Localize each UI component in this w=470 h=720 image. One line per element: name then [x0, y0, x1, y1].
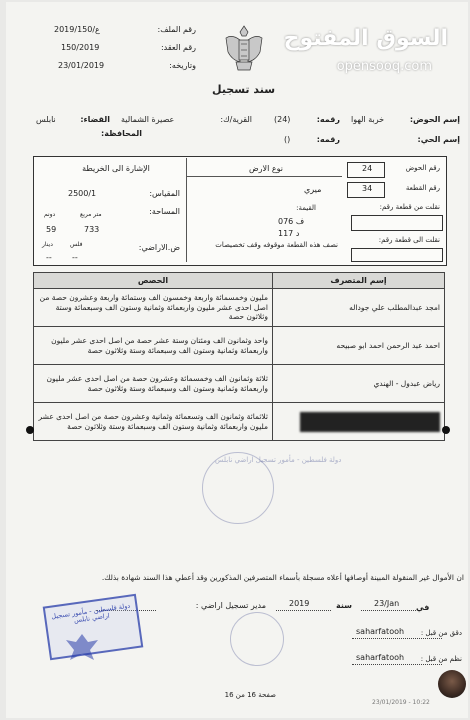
area-unit-d: دونم [44, 211, 56, 218]
col-name-header: إسم المتصرف [273, 273, 445, 289]
prepared-by-line [352, 664, 442, 665]
file-no-value: 2019/ع/150 [54, 25, 100, 34]
land-type-label: نوع الارض [249, 164, 283, 173]
owner-name-redacted [273, 403, 445, 441]
owner-name: احمد عبد الرحمن احمد ابو صبيحه [273, 327, 445, 365]
scale-label: المقياس: [149, 189, 180, 198]
area-meter-value: 733 [84, 225, 100, 234]
district-value: نابلس [36, 115, 56, 124]
owners-table [33, 272, 445, 441]
punch-hole-icon [26, 426, 34, 434]
basin-name-label: إسم الحوض: [409, 115, 460, 124]
year-value: 2019 [289, 599, 310, 608]
endowment-note: نصف هذه القطعة موقوفه وقف تخصيصات [215, 241, 338, 249]
tax-unit-dinar: دينار [42, 241, 53, 248]
quarter-no-label: رقمه: [316, 135, 340, 144]
owner-shares: واحد وثمانون الف ومئتان وستة عشر حصة من اصل احدى عشر مليون واربعمائة وثمانية وستون الف وسبعمائة وستة وثلاثون حصة [34, 327, 273, 365]
registrar-label: مدير تسجيل اراضي : [195, 601, 266, 610]
checked-by-line [352, 638, 442, 639]
day-month-line [361, 610, 416, 611]
table-row [34, 365, 445, 403]
tax-unit-fils: فلس [70, 241, 83, 248]
basin-name-value: خربة الهوا [351, 115, 385, 124]
faint-seal-text: دولة فلسطين - مأمور تسجيل اراضي نابلس [215, 456, 342, 464]
registration-statement: ان الأموال غير المنقولة المبينة أوصافها أعلاه مسجلة بأسماء المتصرفين المذكورين وقد أعطي هذا السند شهادة بذلك. [101, 573, 464, 582]
value-f: ف 076 [278, 217, 305, 226]
detail-basin-no-label: رقم الحوض [405, 164, 440, 172]
area-unit-m: متر مربع [80, 211, 102, 218]
page-number: صفحة 16 من 16 [224, 691, 276, 699]
file-no-label: رقم الملف: [157, 25, 196, 34]
land-tax-label: ض.الاراضي: [138, 243, 180, 252]
in-label: في [416, 603, 430, 612]
land-type-value: ميري [304, 185, 322, 194]
contract-date-label: وتاريخه: [169, 61, 196, 70]
governorate-label: المحافظة: [101, 129, 142, 138]
year-label: سنة [336, 601, 352, 610]
area-label: المساحة: [149, 207, 180, 216]
col-shares-header: الحصص [34, 273, 273, 289]
table-row [34, 289, 445, 327]
official-stamp-text: دولة فلسطين - مأمور تسجيل اراضي نابلس [50, 601, 131, 625]
prepared-by-value: saharfatooh [356, 653, 405, 662]
village-label: القرية/ك: [220, 115, 252, 124]
moved-from-box [351, 215, 443, 231]
detail-parcel-no: 34 [362, 184, 373, 193]
checked-by-value: saharfatooh [356, 627, 405, 636]
value-label: القيمة: [296, 204, 316, 212]
owner-shares: مليون وخمسمائة واربعة وخمسون الف وستمائة واربعة وعشرون حصة من اصل احدى عشر مليون واربعمائة وثمانية وستون الف وسبعمائة وستة وثلاثون حصة [34, 289, 273, 327]
contract-no-label: رقم العقد: [160, 43, 196, 52]
bottom-code: 23/01/2019 - 10:22 [372, 699, 430, 706]
quarter-no-value: () [284, 135, 291, 144]
contract-date-value: 23/01/2019 [58, 61, 105, 70]
owner-shares: ثلاثمائة وثمانون الف وتسعمائة وثمانية وعشرون حصة من اصل احدى عشر مليون واربعمائة وثمانية وستون الف وسبعمائة وستة وثلاثون حصة [34, 403, 273, 441]
year-line [276, 610, 331, 611]
doc-title: سند تسجيل [212, 83, 276, 96]
moved-from-label: نقلت من قطعة رقم: [379, 203, 440, 211]
district-label: القضاء: [80, 115, 110, 124]
moved-to-label: نقلت الى قطعة رقم: [378, 236, 440, 244]
moved-to-box [351, 248, 443, 262]
map-ref-label: الإشارة الى الخريطة [82, 164, 150, 173]
document-page [6, 2, 468, 718]
basin-no-value: (24) [274, 115, 291, 124]
day-month-value: 23/Jan [374, 599, 400, 608]
avatar[interactable] [438, 670, 466, 698]
contract-no-value: 150/2019 [61, 43, 100, 52]
watermark-brand-en: opensooq.com [336, 59, 432, 74]
detail-parcel-no-label: رقم القطعة [405, 184, 440, 192]
tax-fils-value: -- [72, 253, 78, 262]
quarter-label: إسم الحي: [417, 135, 460, 144]
table-row [34, 403, 445, 441]
faint-seal-stamp [202, 452, 342, 524]
stamp-emblem-icon [64, 632, 100, 662]
village-value: عصيرة الشمالية [121, 115, 175, 124]
watermark-brand-ar: السوق المفتوح [283, 26, 448, 51]
table-row [34, 327, 445, 365]
owner-name: رياض عبدول - الهندي [273, 365, 445, 403]
area-dunum-value: 59 [46, 225, 57, 234]
value-d: د 117 [278, 229, 300, 238]
eagle-emblem-icon [222, 22, 266, 78]
tax-dinar-value: -- [46, 253, 52, 262]
faint-seal-stamp-2 [230, 612, 284, 666]
detail-basin-no: 24 [362, 164, 373, 173]
checked-by-label: دقق من قبل : [420, 629, 462, 637]
prepared-by-label: نظم من قبل : [420, 655, 462, 663]
scale-value: 2500/1 [68, 189, 97, 198]
punch-hole-icon [442, 426, 450, 434]
owner-name: امجد عبدالمطلب علي جوداله [273, 289, 445, 327]
owners-table-header [34, 273, 445, 289]
owner-shares: ثلاثة وثمانون الف وخمسمائة وعشرون حصة من اصل احدى عشر مليون واربعمائة وثمانية وستون الف وسبعمائة وستة وثلاثون حصة [34, 365, 273, 403]
basin-no-label: رقمه: [316, 115, 340, 124]
